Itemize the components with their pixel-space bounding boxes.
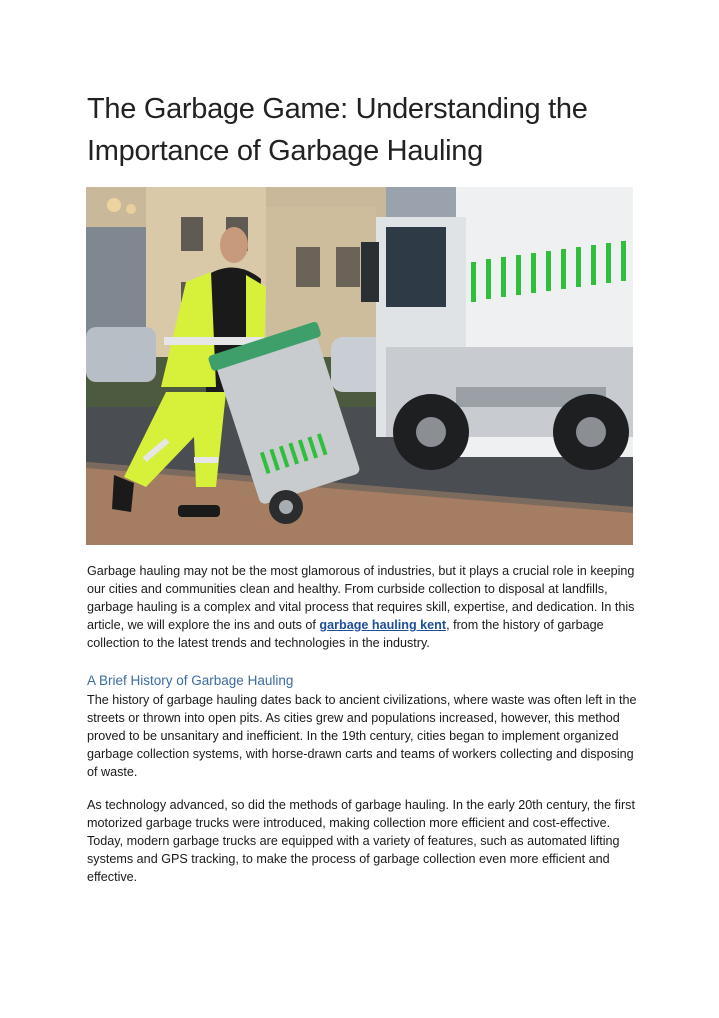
section-heading: A Brief History of Garbage Hauling [87, 673, 294, 688]
intro-text-before-link: Garbage hauling may not be the most glamorous of industries, but it plays a crucial role in keeping our cities and communities clean and healthy. From curbside collection to disposal at landfills, garbage hauling is a complex and vital process that requires skill, expertise, and dedication. In this article, we will explore the ins and outs of [87, 564, 635, 632]
history-paragraph-2: As technology advanced, so did the methods of garbage hauling. In the early 20th century, the first motorized garbage trucks were introduced, making collection more efficient and cost-effective. Today, modern garbage trucks are equipped with a variety of features, such as automated lifting systems and GPS tracking, to make the process of garbage collection even more efficient and effective. [87, 798, 635, 884]
article-title: The Garbage Game: Understanding the Importance of Garbage Hauling [87, 93, 588, 167]
intro-paragraph [87, 562, 637, 652]
intro-text-after-link: , from the history of garbage collection to the latest trends and technologies in the industry. [87, 618, 604, 650]
history-paragraph-1: The history of garbage hauling dates back to ancient civilizations, where waste was often left in the streets or thrown into open pits. As cities grew and populations increased, however, this method proved to be unsanitary and inefficient. In the 19th century, cities began to implement organized garbage collection systems, with horse-drawn carts and teams of workers collecting and disposing of waste. [87, 693, 637, 779]
article-photo [86, 187, 633, 545]
garbage-hauling-kent-link[interactable]: garbage hauling kent [319, 618, 447, 632]
